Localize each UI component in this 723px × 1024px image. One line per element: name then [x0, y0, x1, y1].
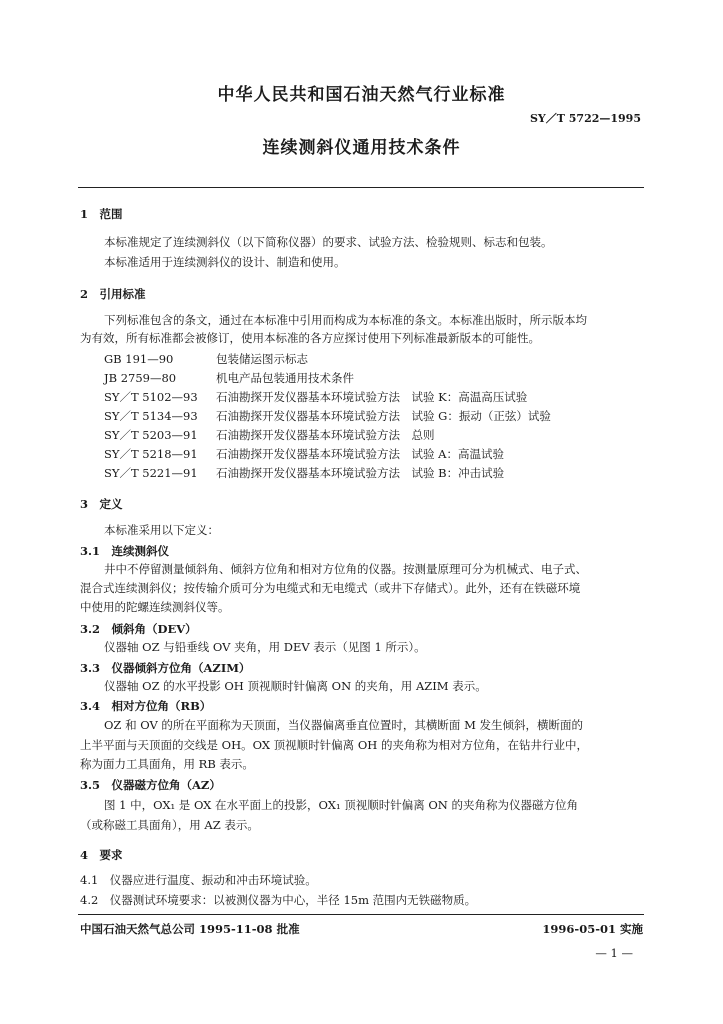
- reference-code: GB 191—90: [104, 352, 174, 366]
- footer-divider: [78, 914, 644, 915]
- reference-title: 石油勘探开发仪器基本环境试验方法 试验 B：冲击试验: [216, 466, 505, 480]
- reference-item: [104, 465, 504, 481]
- approval-statement: 中国石油天然气总公司 1995-11-08 批准: [80, 922, 300, 936]
- reference-title: 石油勘探开发仪器基本环境试验方法 总则: [216, 428, 435, 442]
- section-3-intro: 本标准采用以下定义：: [104, 523, 219, 537]
- implementation-date: 1996-05-01 实施: [542, 922, 643, 936]
- definition-3-1-title: 3.1 连续测斜仪: [80, 544, 170, 558]
- definition-3-5-line-2: （或称磁工具面角），用 AZ 表示。: [80, 818, 259, 832]
- reference-item: [104, 408, 551, 424]
- reference-code: SY／T 5134—93: [104, 409, 198, 423]
- definition-3-5-line-1: 图 1 中，OX₁ 是 OX 在水平面上的投影，OX₁ 顶视顺时针偏离 ON 的夹角称为仪器磁方位角: [104, 798, 579, 812]
- standard-code: SY／T 5722—1995: [529, 112, 641, 125]
- definition-3-4-line-2: 上半平面与天顶面的交线是 OH。OX 顶视顺时针偏离 OH 的夹角称为相对方位角，在钻井行业中，: [80, 738, 588, 752]
- definition-3-4-title: 3.4 相对方位角（RB）: [80, 699, 212, 713]
- section-1-para-2: 本标准适用于连续测斜仪的设计、制造和使用。: [104, 255, 346, 269]
- definition-3-2-title: 3.2 倾斜角（DEV）: [80, 622, 197, 636]
- definition-3-2-line-1: 仪器轴 OZ 与铅垂线 OV 夹角，用 DEV 表示（见图 1 所示）。: [104, 640, 426, 654]
- section-2-intro-line-1: 下列标准包含的条文，通过在本标准中引用而构成为本标准的条文。本标准出版时，所示版本均: [104, 313, 587, 327]
- reference-title: 机电产品包装通用技术条件: [216, 371, 354, 385]
- reference-code: SY／T 5102—93: [104, 390, 198, 404]
- definition-3-4-line-3: 称为面力工具面角，用 RB 表示。: [80, 757, 254, 771]
- section-2-heading: 2 引用标准: [80, 287, 146, 301]
- document-title: 连续测斜仪通用技术条件: [262, 138, 461, 158]
- requirement-4-2: 4.2 仪器测试环境要求：以被测仪器为中心，半径 15m 范围内无铁磁物质。: [80, 893, 477, 907]
- section-1-heading: 1 范围: [80, 207, 123, 221]
- definition-3-4-line-1: OZ 和 OV 的所在平面称为天顶面，当仪器偏离垂直位置时，其横断面 M 发生倾斜，横断面的: [104, 718, 583, 732]
- reference-code: SY／T 5218—91: [104, 447, 198, 461]
- section-1-para-1: 本标准规定了连续测斜仪（以下简称仪器）的要求、试验方法、检验规则、标志和包装。: [104, 235, 553, 249]
- reference-item: [104, 351, 308, 367]
- definition-3-3-line-1: 仪器轴 OZ 的水平投影 OH 顶视顺时针偏离 ON 的夹角，用 AZIM 表示。: [104, 679, 487, 693]
- reference-item: [104, 389, 527, 405]
- definition-3-5-title: 3.5 仪器磁方位角（AZ）: [80, 778, 221, 792]
- reference-item: [104, 427, 435, 443]
- page-number: — 1 —: [595, 946, 633, 960]
- reference-title: 石油勘探开发仪器基本环境试验方法 试验 A：高温试验: [216, 447, 504, 461]
- reference-item: [104, 446, 504, 462]
- reference-code: SY／T 5221—91: [104, 466, 198, 480]
- reference-code: SY／T 5203—91: [104, 428, 198, 442]
- definition-3-1-line-3: 中使用的陀螺连续测斜仪等。: [80, 600, 230, 614]
- standard-org-title: 中华人民共和国石油天然气行业标准: [217, 85, 506, 105]
- reference-code: JB 2759—80: [104, 371, 177, 385]
- section-3-heading: 3 定义: [80, 497, 123, 511]
- definition-3-3-title: 3.3 仪器倾斜方位角（AZIM）: [80, 661, 251, 675]
- reference-item: [104, 370, 354, 386]
- definition-3-1-line-2: 混合式连续测斜仪；按传输介质可分为电缆式和无电缆式（或井下存储式）。此外，还有在铁磁环境: [80, 581, 581, 595]
- reference-title: 包装储运图示标志: [216, 352, 308, 366]
- section-4-heading: 4 要求: [80, 848, 123, 862]
- section-2-intro-line-2: 为有效，所有标准都会被修订，使用本标准的各方应探讨使用下列标准最新版本的可能性。: [80, 331, 540, 345]
- requirement-4-1: 4.1 仪器应进行温度、振动和冲击环境试验。: [80, 873, 317, 887]
- definition-3-1-line-1: 井中不停留测量倾斜角、倾斜方位角和相对方位角的仪器。按测量原理可分为机械式、电子式、: [104, 562, 587, 576]
- reference-title: 石油勘探开发仪器基本环境试验方法 试验 G：振动（正弦）试验: [216, 409, 551, 423]
- reference-title: 石油勘探开发仪器基本环境试验方法 试验 K：高温高压试验: [216, 390, 528, 404]
- header-divider: [78, 187, 644, 188]
